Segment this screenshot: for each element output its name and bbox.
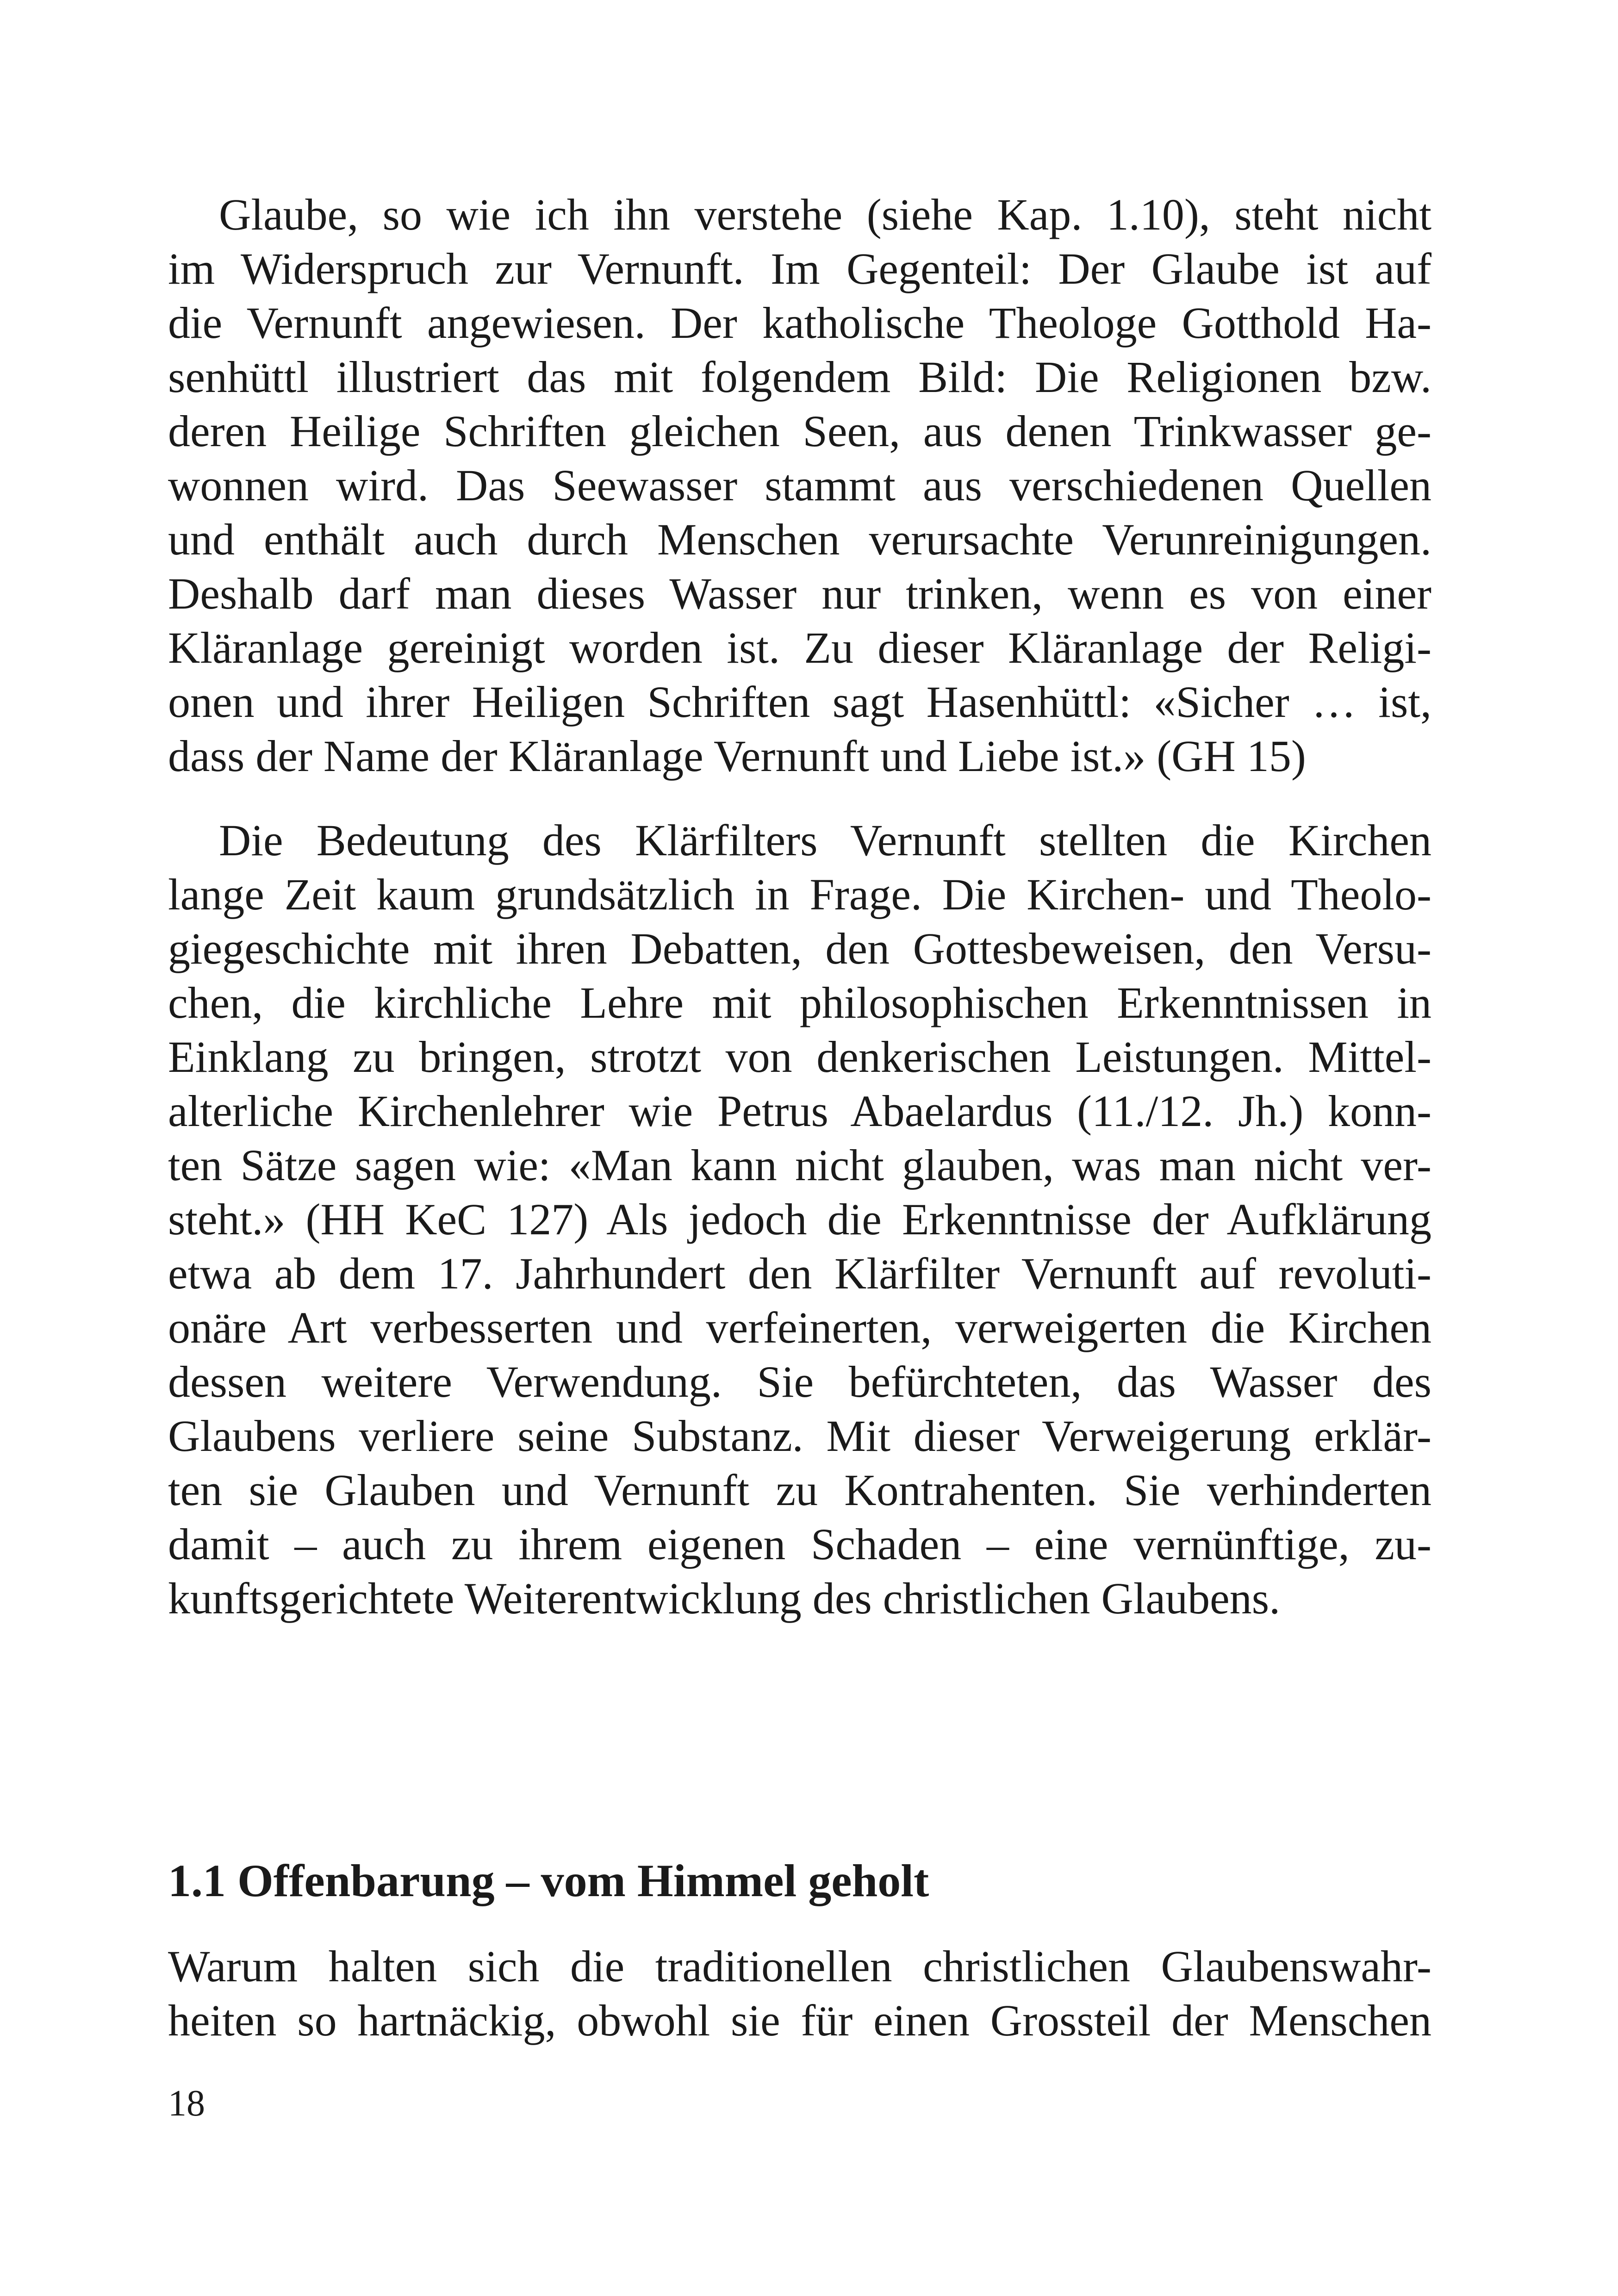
text-line: die Vernunft angewiesen. Der katholische Theologe Gotthold Ha- — [168, 298, 1431, 348]
text-line: im Widerspruch zur Vernunft. Im Gegenteil: Der Glaube ist auf — [168, 244, 1431, 293]
text-line: ten sie Glauben und Vernunft zu Kontrahenten. Sie verhinderten — [168, 1465, 1431, 1515]
text-line: kunftsgerichtete Weiterentwicklung des christlichen Glaubens. — [168, 1574, 1281, 1623]
text-line: senhüttl illustriert das mit folgendem Bild: Die Religionen bzw. — [168, 352, 1431, 402]
text-line: etwa ab dem 17. Jahrhundert den Klärfilter Vernunft auf revoluti- — [168, 1249, 1431, 1298]
text-line: alterliche Kirchenlehrer wie Petrus Abaelardus (11./12. Jh.) konn- — [168, 1086, 1431, 1136]
text-line: lange Zeit kaum grundsätzlich in Frage. Die Kirchen- und Theolo- — [168, 870, 1431, 919]
text-line: Glaubens verliere seine Substanz. Mit dieser Verweigerung erklär- — [168, 1411, 1431, 1461]
body-paragraph-3 — [168, 1939, 1431, 2047]
text-line: Deshalb darf man dieses Wasser nur trinken, wenn es von einer — [168, 569, 1431, 618]
text-line: damit – auch zu ihrem eigenen Schaden – eine vernünftige, zu- — [168, 1519, 1431, 1569]
text-line: ten Sätze sagen wie: «Man kann nicht glauben, was man nicht ver- — [168, 1140, 1431, 1190]
text-line: Kläranlage gereinigt worden ist. Zu dieser Kläranlage der Religi- — [168, 623, 1431, 672]
text-line: Glaube, so wie ich ihn verstehe (siehe Kap. 1.10), steht nicht — [219, 190, 1431, 239]
page-number: 18 — [168, 2083, 205, 2124]
text-line: onen und ihrer Heiligen Schriften sagt Hasenhüttl: «Sicher … ist, — [168, 677, 1431, 727]
text-line: heiten so hartnäckig, obwohl sie für einen Grossteil der Menschen — [168, 1996, 1431, 2045]
text-line: Die Bedeutung des Klärfilters Vernunft stellten die Kirchen — [219, 815, 1431, 865]
section-heading: 1.1 Offenbarung – vom Himmel geholt — [168, 1855, 929, 1906]
text-line: steht.» (HH KeC 127) Als jedoch die Erkenntnisse der Aufklärung — [168, 1195, 1431, 1244]
text-line: chen, die kirchliche Lehre mit philosophischen Erkenntnissen in — [168, 978, 1431, 1027]
text-line: Einklang zu bringen, strotzt von denkerischen Leistungen. Mittel- — [168, 1032, 1431, 1082]
text-line: dessen weitere Verwendung. Sie befürchteten, das Wasser des — [168, 1357, 1431, 1406]
text-line: wonnen wird. Das Seewasser stammt aus verschiedenen Quellen — [168, 460, 1431, 510]
text-line: giegeschichte mit ihren Debatten, den Gottesbeweisen, den Versu- — [168, 924, 1431, 973]
body-paragraph-1 — [168, 187, 1431, 783]
text-line: Warum halten sich die traditionellen christlichen Glaubenswahr- — [168, 1941, 1431, 1991]
text-line: onäre Art verbesserten und verfeinerten, verweigerten die Kirchen — [168, 1303, 1431, 1352]
text-line: dass der Name der Kläranlage Vernunft und Liebe ist.» (GH 15) — [168, 731, 1306, 781]
text-line: und enthält auch durch Menschen verursachte Verunreinigungen. — [168, 515, 1431, 564]
body-paragraph-2 — [168, 813, 1431, 1625]
text-line: deren Heilige Schriften gleichen Seen, aus denen Trinkwasser ge- — [168, 406, 1431, 456]
